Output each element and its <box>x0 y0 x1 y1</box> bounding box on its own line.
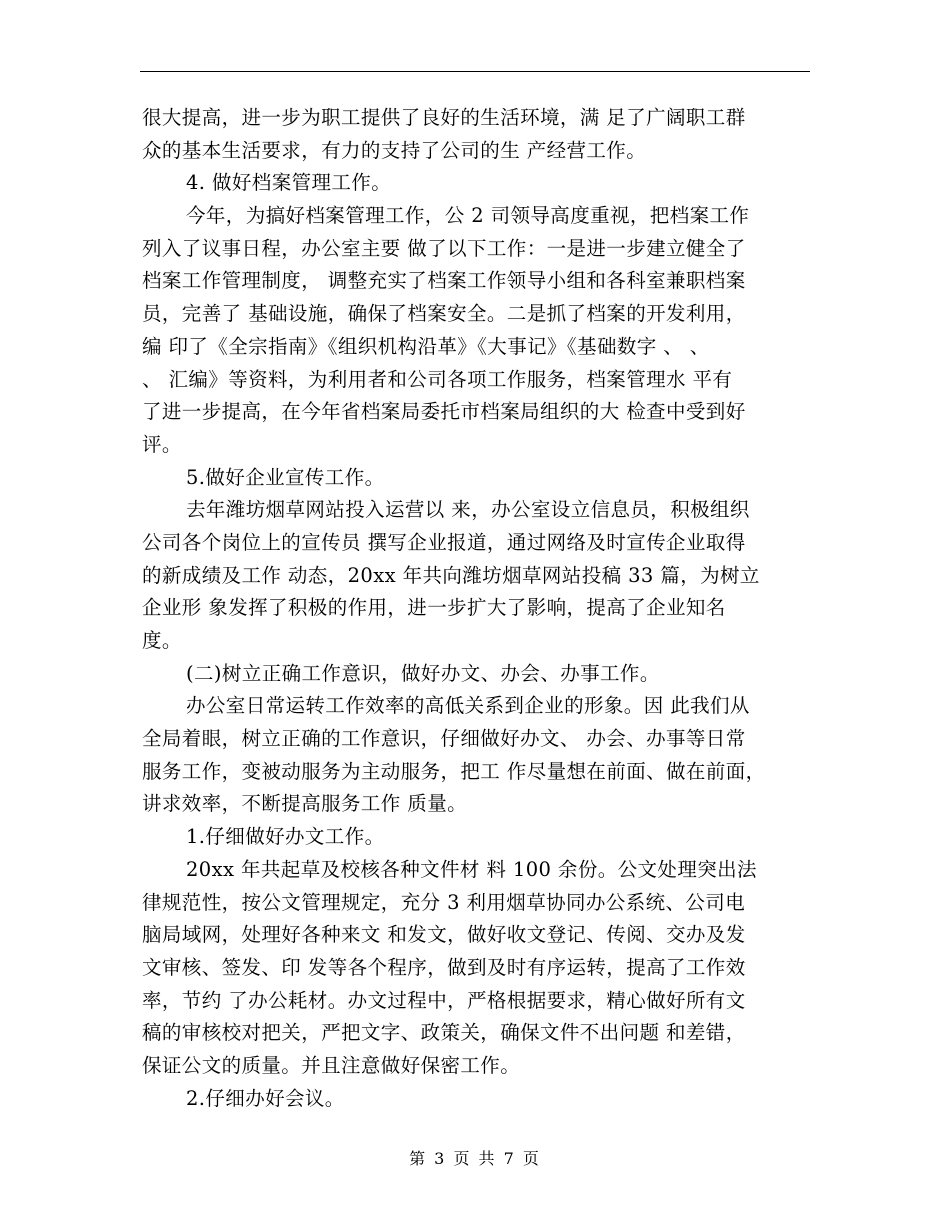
text-line: 的新成绩及工作 动态，20xx 年共向潍坊烟草网站投稿 33 篇，为树立 <box>142 563 760 587</box>
body-text <box>142 102 812 1115</box>
text-line: 保证公文的质量。并且注意做好保密工作。 <box>142 1053 521 1077</box>
text-line: 办公室日常运转工作效率的高低关系到企业的形象。因 此我们从 <box>186 694 750 718</box>
text-line: 去年潍坊烟草网站投入运营以 来，办公室设立信息员，积极组织 <box>186 498 750 522</box>
text-line: 公司各个岗位上的宣传员 撰写企业报道，通过网络及时宣传企业取得 <box>142 530 746 554</box>
header-rule <box>140 71 810 72</box>
text-line: 评。 <box>142 432 182 456</box>
text-line: 员，完善了 基础设施，确保了档案安全。二是抓了档案的开发利用， <box>142 302 746 326</box>
text-line: 众的基本生活要求，有力的支持了公司的生 产经营工作。 <box>142 138 647 162</box>
section-heading: 5.做好企业宣传工作。 <box>186 465 385 489</box>
text-line: 律规范性，按公文管理规定，充分 3 利用烟草协同办公系统、公司电 <box>142 890 746 914</box>
text-line: 脑局域网，处理好各种来文 和发文，做好收文登记、传阅、交办及发 <box>142 923 746 947</box>
text-line: 企业形 象发挥了积极的作用，进一步扩大了影响，提高了企业知名 <box>142 596 726 620</box>
text-line: 编 印了《全宗指南》《组织机构沿革》《大事记》《基础数字 、 、 <box>142 334 710 358</box>
text-line: 列入了议事日程，办公室主要 做了以下工作：一是进一步建立健全了 <box>142 236 746 260</box>
text-line: 服务工作，变被动服务为主动服务，把工 作尽量想在前面、做在前面， <box>142 759 766 783</box>
text-line: 20xx 年共起草及校核各种文件材 料 100 余份。公文处理突出法 <box>186 857 757 881</box>
text-line: 全局着眼，树立正确的工作意识，仔细做好办文、 办会、办事等日常 <box>142 727 746 751</box>
text-line: 度。 <box>142 629 182 652</box>
text-line: 稿的审核校对把关，严把文字、政策关，确保文件不出问题 和差错， <box>142 1021 746 1045</box>
section-heading: (二)树立正确工作意识，做好办文、办会、办事工作。 <box>186 661 660 685</box>
page-number: 第 3 页 共 7 页 <box>409 1149 541 1168</box>
section-heading: 1.仔细做好办文工作。 <box>186 825 385 849</box>
text-line: 很大提高，进一步为职工提供了良好的生活环境，满 足了广阔职工群 <box>142 106 746 129</box>
text-line: 讲求效率，不断提高服务工作 质量。 <box>142 792 467 816</box>
text-line: 今年，为搞好档案管理工作，公 2 司领导高度重视，把档案工作 <box>186 204 750 228</box>
text-line: 率，节约 了办公耗材。办文过程中，严格根据要求，精心做好所有文 <box>142 988 746 1012</box>
text-line: 了进一步提高，在今年省档案局委托市档案局组织的大 检查中受到好 <box>142 400 746 424</box>
section-heading: 2.仔细办好会议。 <box>186 1086 345 1110</box>
text-line: 文审核、签发、印 发等各个程序，做到及时有序运转，提高了工作效 <box>142 955 746 979</box>
text-line: 档案工作管理制度， 调整充实了档案工作领导小组和各科室兼职档案 <box>142 269 746 293</box>
text-line: 、 汇编》等资料，为利用者和公司各项工作服务，档案管理水 平有 <box>142 367 733 391</box>
section-heading: 4. 做好档案管理工作。 <box>186 171 392 195</box>
